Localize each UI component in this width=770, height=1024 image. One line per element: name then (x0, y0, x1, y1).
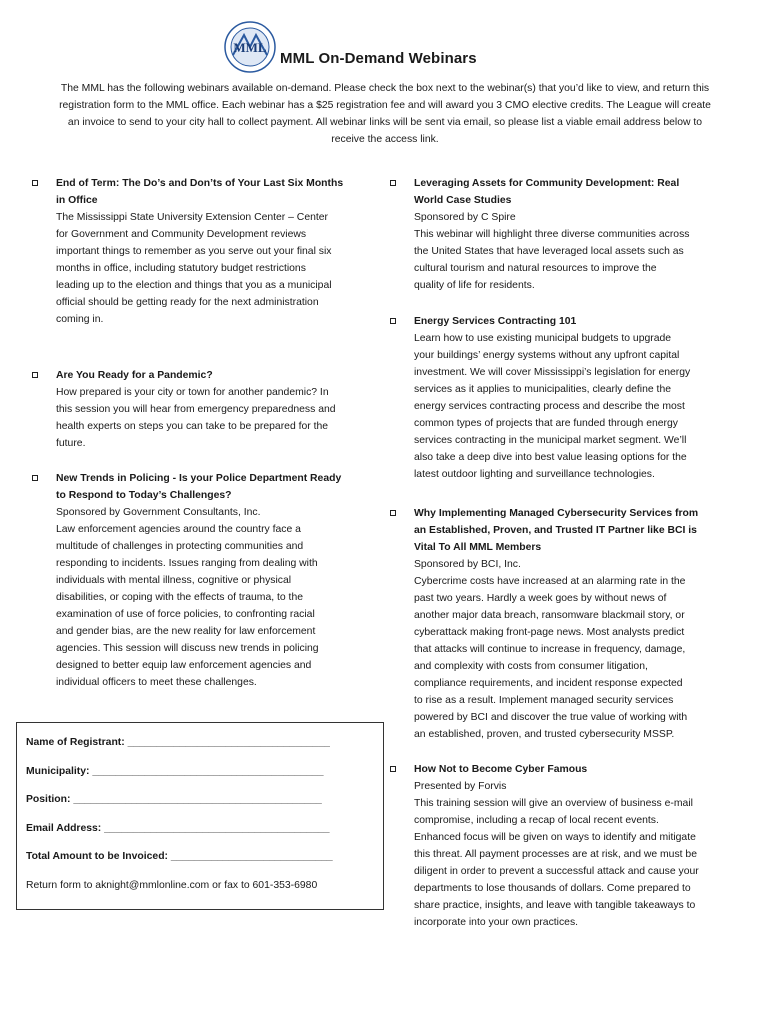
webinar-item (32, 470, 377, 691)
municipality-label: Municipality: (26, 765, 90, 777)
total-input-line[interactable]: ____________________________ (170, 851, 333, 862)
email-input-line[interactable]: _______________________________________ (104, 822, 330, 834)
left-column (32, 175, 377, 691)
webinar-checkbox[interactable] (390, 318, 396, 324)
webinar-description: Sponsored by Government Consultants, Inc. Law enforcement agencies around the country face a multitude of challenges in protecting communities and responding to incidents. Issues ranging from dealing with individuals with mental illness, cognitive or physical disabilities, or coping with the effects of trauma, to the examination of use of force policies, to confronting racial and gender bias, are the new reality for law enforcement agencies. This session will discuss new trends in policing designed to better equip law enforcement agencies and individual officers to meet these challenges. (56, 507, 319, 688)
webinar-description: Sponsored by C Spire This webinar will highlight three diverse communities across the United States that have leveraged local assets such as cultural tourism and natural resources to improve the quality of life for residents. (414, 212, 690, 291)
svg-text:MML: MML (233, 40, 267, 55)
webinar-description: Presented by Forvis This training session will give an overview of business e-mail compromise, including a recap of local recent events. Enhanced focus will be given on ways to identify and mitigate this threat. All payment processes are at risk, and we must be diligent in order to prevent a successful attack and cause your departments to lose thousands of dollars. Come prepared to share practice, insights, and leave with tangible takeaways to incorporate into your own practices. (414, 781, 699, 928)
webinar-title: Energy Services Contracting 101 (414, 316, 577, 327)
position-input-line[interactable]: ___________________________________________ (73, 794, 322, 805)
webinar-item (390, 175, 740, 313)
webinar-item (32, 175, 377, 367)
webinar-item (390, 505, 740, 761)
email-field[interactable] (26, 823, 375, 852)
webinar-title: End of Term: The Do’s and Don’ts of Your Last Six Months in Office (56, 178, 344, 206)
email-label: Email Address: (26, 822, 102, 834)
right-column (390, 175, 740, 931)
intro-paragraph: The MML has the following webinars available on-demand. Please check the box next to the webinar(s) that you’d like to view, and return this registration form to the MML office. Each webinar has a $25 registration fee and will award you 3 CMO elective credits. The League will create an invoice to send to your city hall to collect payment. All webinar links will be sent via email, so please list a viable email address below to receive the access link. (59, 83, 711, 145)
name-field[interactable] (26, 737, 375, 766)
webinar-checkbox[interactable] (390, 180, 396, 186)
position-field[interactable] (26, 794, 375, 823)
webinar-title: Why Implementing Managed Cybersecurity Services from an Established, Proven, and Trusted IT Partner like BCI is Vital To All MML Members (414, 508, 699, 553)
page-title: MML On-Demand Webinars (280, 50, 477, 67)
webinar-description: The Mississippi State University Extension Center – Center for Government and Community Development reviews important things to remember as you serve out your final six months in office, including statutory budget restrictions leading up to the election and things that you as a municipal official should be getting ready for the next administration coming in. (56, 212, 332, 325)
webinar-title: Are You Ready for a Pandemic? (56, 370, 213, 381)
webinar-title: New Trends in Policing - Is your Police Department Ready to Respond to Today’s Challenges? (56, 473, 342, 501)
webinar-checkbox[interactable] (390, 766, 396, 772)
webinar-description: Learn how to use existing municipal budgets to upgrade your buildings’ energy systems without any upfront capital investment. We will cover Mississippi’s legislation for energy services as it applies to municipalities, clearly define the energy services contracting process and describe the most common types of projects that are funded through energy services contracting in the municipal market segment. We’ll also take a deep dive into best value leasing options for the latest outdoor lighting and surveillance technologies. (414, 333, 691, 480)
total-field[interactable] (26, 851, 375, 880)
webinar-checkbox[interactable] (32, 180, 38, 186)
webinar-item (32, 367, 377, 470)
total-label: Total Amount to be Invoiced: (26, 851, 168, 862)
webinar-title: Leveraging Assets for Community Development: Real World Case Studies (414, 178, 680, 206)
name-input-line[interactable]: ___________________________________ (127, 737, 330, 748)
webinar-description: How prepared is your city or town for another pandemic? In this session you will hear from emergency preparedness and health experts on steps you can take to be prepared for the future. (56, 387, 336, 449)
return-instructions: Return form to aknight@mmlonline.com or fax to 601-353-6980 (26, 879, 318, 891)
header (0, 18, 770, 78)
name-label: Name of Registrant: (26, 737, 125, 748)
webinar-title: How Not to Become Cyber Famous (414, 764, 588, 775)
municipality-input-line[interactable]: ________________________________________ (92, 765, 324, 777)
registration-form (16, 722, 384, 910)
municipality-field[interactable] (26, 766, 375, 795)
webinar-checkbox[interactable] (390, 510, 396, 516)
webinar-item (390, 313, 740, 505)
webinar-description: Sponsored by BCI, Inc. Cybercrime costs have increased at an alarming rate in the past two years. Hardly a week goes by without news of another major data breach, ransomware blackmail story, or cyberattack making front-page news. Most analysts predict that attacks will continue to increase in frequency, damage, and complexity with costs from consumer litigation, compliance requirements, and incident response expected to rise as a result. Implement managed security services powered by BCI and discover the true value of working with an established, proven, and trusted cybersecurity MSSP. (414, 559, 688, 740)
webinar-item (390, 761, 740, 931)
position-label: Position: (26, 794, 71, 805)
webinar-checkbox[interactable] (32, 372, 38, 378)
mml-logo (224, 21, 276, 73)
webinar-checkbox[interactable] (32, 475, 38, 481)
